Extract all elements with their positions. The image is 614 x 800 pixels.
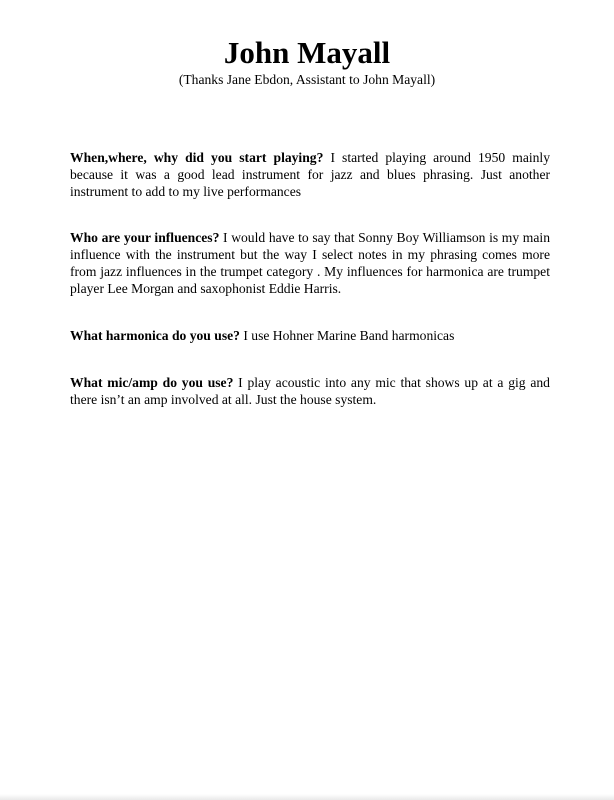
- qa-item-harmonica: [70, 327, 550, 344]
- question-influences: Who are your influences?: [70, 230, 220, 245]
- answer-harmonica: I use Hohner Marine Band harmonicas: [243, 328, 455, 343]
- answer-influences: I would have to say that Sonny Boy Williamson is my main influence with the instrument but the way I select notes in my phrasing comes more from jazz influences in the trumpet category . My influences for harmonica are trumpet player Lee Morgan and saxophonist Eddie Harris.: [70, 230, 550, 296]
- answer-mic-amp: I play acoustic into any mic that shows up at a gig and there isn’t an amp involved at all. Just the house system.: [70, 375, 550, 407]
- qa-item-influences: [70, 229, 550, 297]
- qa-item-start-playing: [70, 149, 550, 200]
- page-bottom-edge: [0, 794, 614, 800]
- question-start-playing: When,where, why did you start playing?: [70, 150, 324, 165]
- answer-start-playing: I started playing around 1950 mainly because it was a good lead instrument for jazz and blues phrasing. Just another instrument to add to my live performances: [70, 150, 551, 199]
- page-subtitle: (Thanks Jane Ebdon, Assistant to John Mayall): [178, 72, 436, 87]
- question-harmonica: What harmonica do you use?: [70, 328, 240, 343]
- qa-item-mic-amp: [70, 374, 550, 408]
- page-title: John Mayall: [223, 35, 391, 70]
- question-mic-amp: What mic/amp do you use?: [70, 375, 234, 390]
